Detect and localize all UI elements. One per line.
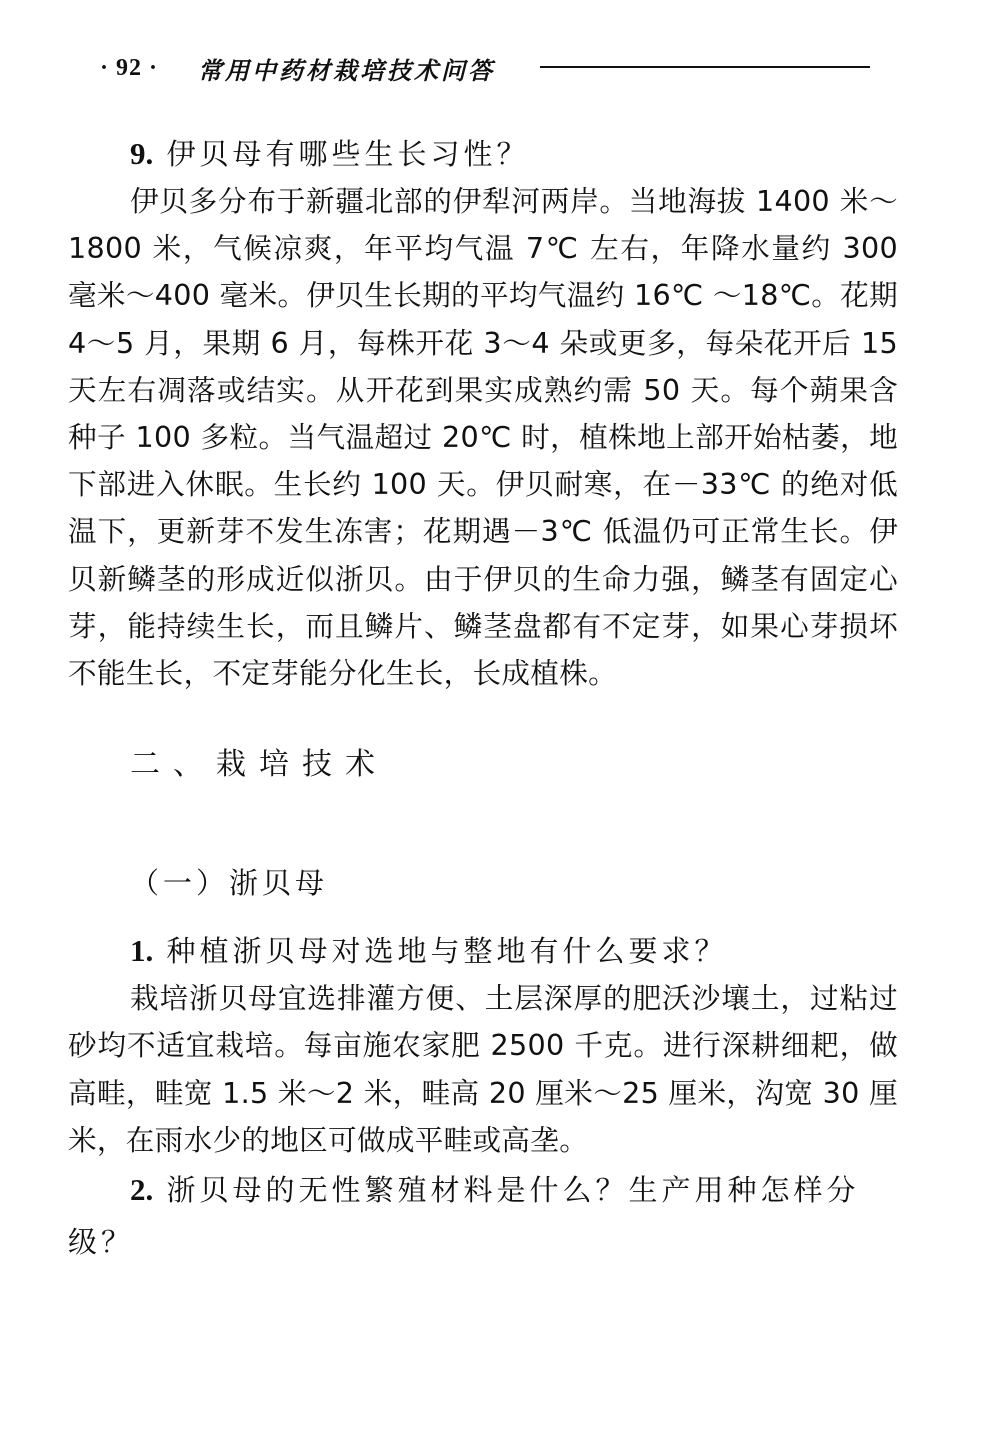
question-9-heading bbox=[68, 130, 898, 178]
running-header bbox=[100, 50, 880, 86]
header-rule bbox=[540, 66, 870, 68]
answer-1: 栽培浙贝母宜选排灌方便、土层深厚的肥沃沙壤土，过粘过砂均不适宜栽培。每亩施农家肥 2500 千克。进行深耕细耙，做高畦，畦宽 1.5 米～2 米，畦高 20 厘米～25 厘米，沟宽 30 厘米，在雨水少的地区可做成平畦或高垄。 bbox=[68, 981, 898, 1157]
section-title: 二、栽培技术 bbox=[130, 747, 388, 783]
question-number: 1. bbox=[130, 933, 154, 969]
question-2-heading bbox=[68, 1164, 898, 1268]
subsection-title: （一）浙贝母 bbox=[130, 866, 329, 901]
question-text: 种植浙贝母对选地与整地有什么要求？ bbox=[166, 934, 728, 969]
question-number: 9. bbox=[130, 136, 154, 171]
question-text: 浙贝母的无性繁殖材料是什么？生产用种怎样分级？ bbox=[68, 1173, 860, 1260]
answer-9: 伊贝多分布于新疆北部的伊犁河两岸。当地海拔 1400 米～1800 米，气候凉爽，年平均气温 7℃ 左右，年降水量约 300 毫米～400 毫米。伊贝生长期的平均气温约 16℃ ～18℃。花期 4～5 月，果期 6 月，每株开花 3～4 朵或更多，每朵花开后 15 天左右凋落或结实。从开花到果实成熟约需 50 天。每个蒴果含种子 100 多粒。当气温超过 20℃ 时，植株地上部开始枯萎，地下部进入休眠。生长约 100 天。伊贝耐寒，在－33℃ 的绝对低温下，更新芽不发生冻害；花期遇－3℃ 低温仍可正常生长。伊贝新鳞茎的形成近似浙贝。由于伊贝的生命力强，鳞茎有固定心芽，能持续生长，而且鳞片、鳞茎盘都有不定芽，如果心芽损坏不能生长，不定芽能分化生长，长成植株。 bbox=[68, 184, 898, 691]
book-title: 常用中药材栽培技术问答 bbox=[198, 55, 496, 85]
question-text: 伊贝母有哪些生长习性？ bbox=[166, 137, 530, 171]
page-body bbox=[68, 130, 898, 1268]
question-number: 2. bbox=[130, 1172, 154, 1208]
question-1-heading bbox=[68, 927, 898, 975]
page-number: · 92 · bbox=[100, 54, 159, 81]
